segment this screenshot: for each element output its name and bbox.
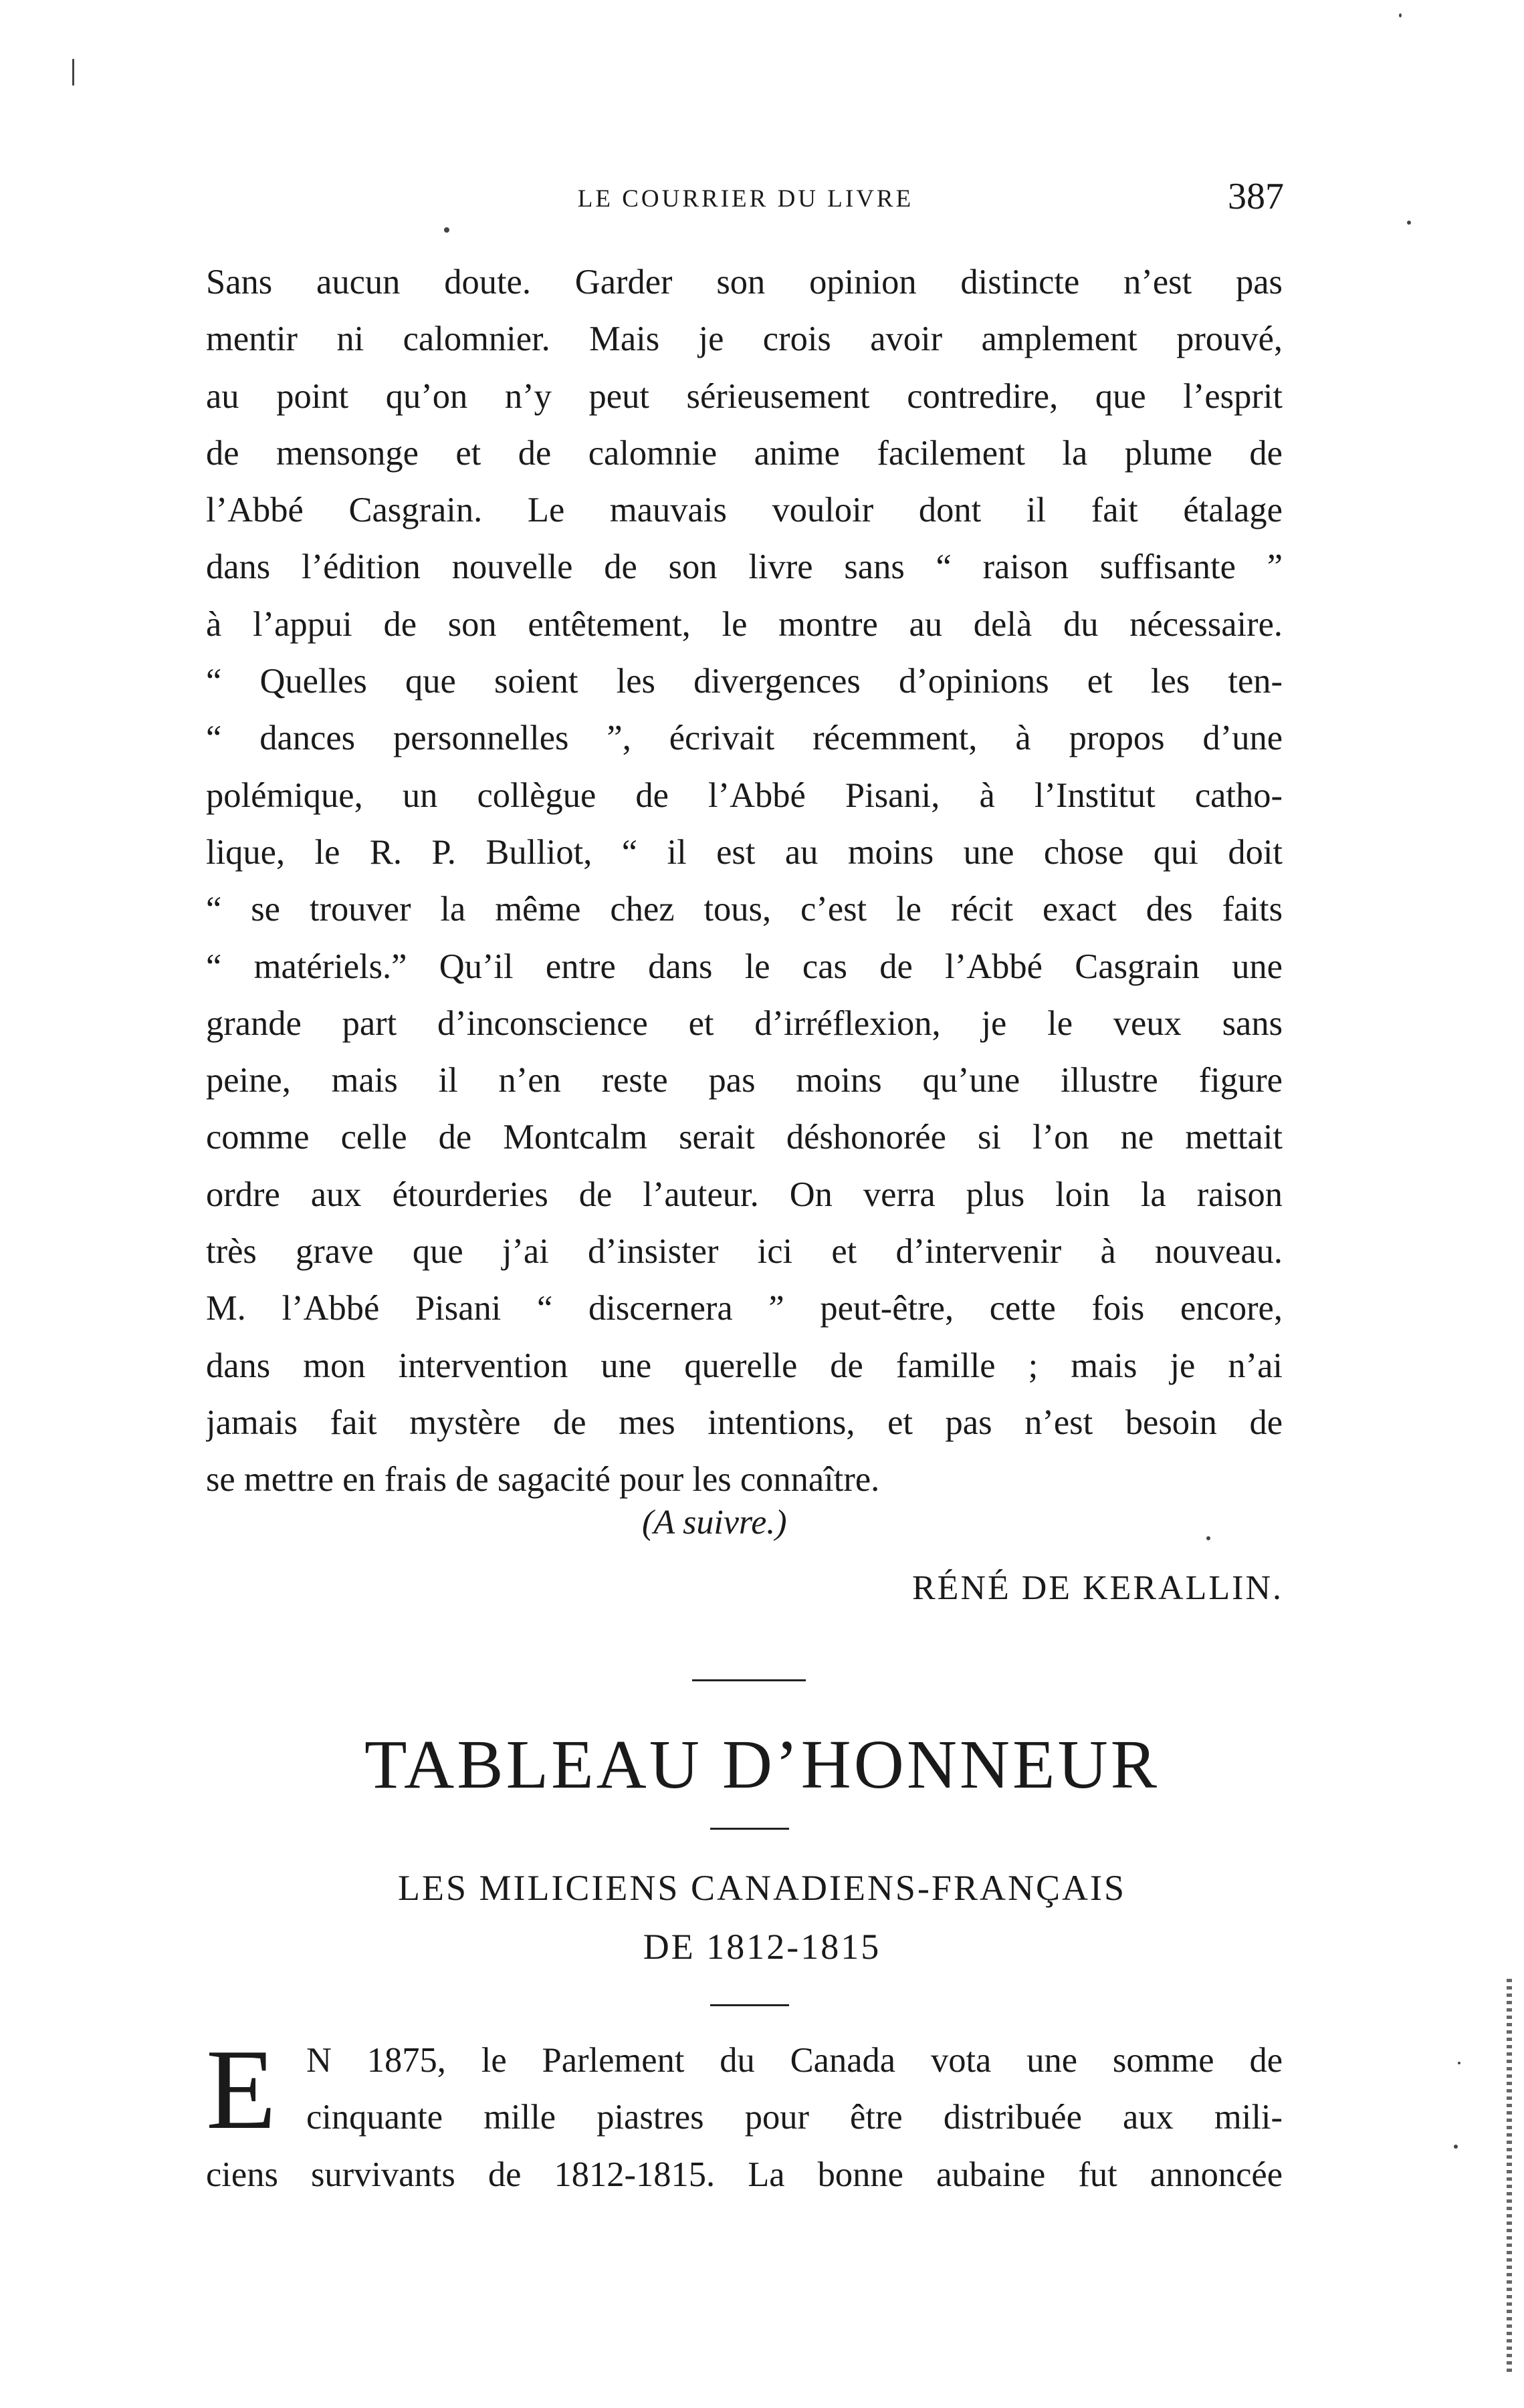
article-body: [206, 254, 1283, 1509]
body-line: grande part d’inconscience et d’irréflexion, je le veux sans: [206, 1003, 1283, 1043]
body-line: “ matériels.” Qu’il entre dans le cas de l’Abbé Casgrain une: [206, 947, 1283, 986]
drop-cap: E: [206, 2026, 277, 2153]
page-number: 387: [1228, 176, 1284, 217]
body-line: “ se trouver la même chez tous, c’est le récit exact des faits: [206, 890, 1283, 929]
scan-speck: [1206, 1536, 1210, 1540]
scan-speck: [1399, 13, 1402, 17]
body-line: très grave que j’ai d’insister ici et d’intervenir à nouveau.: [206, 1232, 1283, 1272]
scan-edge-mark: [1507, 1979, 1512, 2373]
body-line: à l’appui de son entêtement, le montre au delà du nécessaire.: [206, 604, 1283, 644]
scan-speck: [444, 227, 449, 233]
body-line: N 1875, le Parlement du Canada vota une somme de: [306, 2041, 1283, 2080]
body-line: peine, mais il n’en reste pas moins qu’une illustre figure: [206, 1061, 1283, 1100]
body-line: cinquante mille piastres pour être distribuée aux mili-: [306, 2098, 1283, 2137]
section-body: [206, 2026, 1283, 2203]
running-header: [207, 175, 1284, 222]
body-line: se mettre en frais de sagacité pour les connaître.: [206, 1460, 880, 1499]
scan-speck: [1407, 221, 1411, 225]
body-line: au point qu’on n’y peut sérieusement contredire, que l’esprit: [206, 376, 1283, 416]
body-line: “ dances personnelles ”, écrivait récemment, à propos d’une: [206, 719, 1283, 758]
body-line: de mensonge et de calomnie anime facilement la plume de: [206, 433, 1283, 473]
scan-speck: [1458, 2062, 1460, 2064]
body-line: jamais fait mystère de mes intentions, et pas n’est besoin de: [206, 1403, 1283, 1442]
body-line: comme celle de Montcalm serait déshonorée si l’on ne mettait: [206, 1118, 1283, 1157]
body-line: l’Abbé Casgrain. Le mauvais vouloir dont il fait étalage: [206, 491, 1283, 530]
to-be-continued: (A suivre.): [642, 1503, 787, 1542]
body-line: dans l’édition nouvelle de son livre sans “ raison suffisante ”: [206, 548, 1283, 587]
section-subtitle: [0, 1858, 1524, 1976]
section-divider: [692, 1679, 806, 1681]
author-signature: RÉNÉ DE KERALLIN.: [911, 1569, 1283, 1607]
subtitle-line: LES MILICIENS CANADIENS-FRANÇAIS: [397, 1868, 1127, 1908]
subtitle-divider: [710, 2004, 789, 2006]
body-line: lique, le R. P. Bulliot, “ il est au moins une chose qui doit: [206, 832, 1283, 872]
subtitle-line: DE 1812-1815: [643, 1927, 881, 1967]
title-divider: [710, 1828, 789, 1830]
body-line: dans mon intervention une querelle de famille ; mais je n’ai: [206, 1346, 1283, 1385]
body-line: ordre aux étourderies de l’auteur. On verra plus loin la raison: [206, 1175, 1283, 1214]
body-line: Sans aucun doute. Garder son opinion distincte n’est pas: [206, 263, 1283, 302]
scan-speck: [1454, 2145, 1458, 2149]
running-title: LE COURRIER DU LIVRE: [577, 185, 914, 213]
body-line: ciens survivants de 1812-1815. La bonne aubaine fut annoncée: [206, 2155, 1283, 2194]
scan-speck: [72, 59, 74, 86]
body-line: “ Quelles que soient les divergences d’opinions et les ten-: [206, 662, 1283, 701]
body-line: mentir ni calomnier. Mais je crois avoir amplement prouvé,: [206, 320, 1283, 359]
section-title: TABLEAU D’HONNEUR: [364, 1726, 1160, 1803]
body-line: polémique, un collègue de l’Abbé Pisani, à l’Institut catho-: [206, 775, 1283, 815]
body-line: M. l’Abbé Pisani “ discernera ” peut-être, cette fois encore,: [206, 1289, 1283, 1328]
